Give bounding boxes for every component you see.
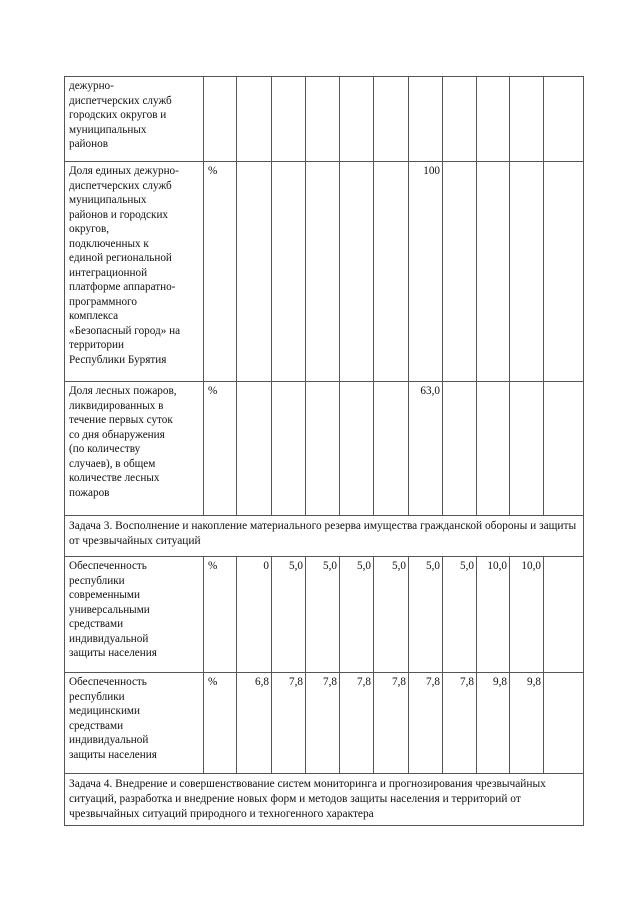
table-row [65,557,584,673]
value-cell [237,77,272,162]
value-cell: 7,8 [340,673,374,774]
task-row [65,516,584,557]
value-cell: 7,8 [443,673,477,774]
value-cell: 6,8 [237,673,272,774]
table-row [65,382,584,516]
value-cell: 5,0 [409,557,443,673]
indicator-name: Доля единых дежурно- диспетчерских служб муниципальных районов и городских округов, подключенных к единой региональной интеграционной платформе аппаратно- программного комплекса «Безопасный город» на территории Республики Бурятия [69,165,181,366]
value-cell: 63,0 [409,382,443,516]
value-cell [272,77,306,162]
indicator-name-cell [65,162,204,382]
value-cell [237,162,272,382]
indicator-name-cell [65,77,204,162]
value-cell: 7,8 [306,673,340,774]
value-cell [306,162,340,382]
value-cell: 7,8 [272,673,306,774]
value-cell [374,162,409,382]
value-cell [544,162,584,382]
value-cell [443,382,477,516]
indicators-table [64,76,584,826]
value-cell: 9,8 [477,673,510,774]
value-cell [340,77,374,162]
task-row [65,774,584,826]
value-cell [306,77,340,162]
value-cell [510,77,544,162]
value-cell [477,382,510,516]
table-row [65,77,584,162]
task-heading: Задача 3. Восполнение и накопление материального резерва имущества гражданской обороны и защиты от чрезвычайных ситуаций [65,516,584,557]
value-cell: 10,0 [510,557,544,673]
indicator-name-cell [65,557,204,673]
value-cell [510,382,544,516]
value-cell: 9,8 [510,673,544,774]
value-cell [306,382,340,516]
value-cell: 7,8 [374,673,409,774]
indicator-name-cell [65,382,204,516]
value-cell: 5,0 [340,557,374,673]
value-cell: 5,0 [272,557,306,673]
task-heading: Задача 4. Внедрение и совершенствование систем мониторинга и прогнозирования чрезвычайных ситуаций, разработка и внедрение новых форм и методов защиты населения и территорий от чрезвычайных ситуаций природного и техногенного характера [65,774,584,826]
value-cell [272,382,306,516]
value-cell: 0 [237,557,272,673]
value-cell [374,382,409,516]
value-cell [544,77,584,162]
indicator-name: дежурно- диспетчерских служб городских округов и муниципальных районов [69,80,172,150]
value-cell [409,77,443,162]
value-cell: 7,8 [409,673,443,774]
value-cell [544,382,584,516]
value-cell: 100 [409,162,443,382]
value-cell [340,162,374,382]
indicator-name: Обеспеченность республики современными универсальными средствами индивидуальной защиты населения [69,560,157,659]
value-cell: 5,0 [306,557,340,673]
value-cell [443,162,477,382]
value-cell [272,162,306,382]
unit-cell: % [204,673,237,774]
table-row [65,673,584,774]
value-cell [510,162,544,382]
unit-cell: % [204,382,237,516]
unit-cell: % [204,162,237,382]
value-cell [544,673,584,774]
table-row [65,162,584,382]
value-cell [544,557,584,673]
value-cell: 5,0 [374,557,409,673]
table-body [65,77,584,826]
value-cell: 10,0 [477,557,510,673]
value-cell [477,162,510,382]
unit-cell [204,77,237,162]
value-cell: 5,0 [443,557,477,673]
indicator-name: Обеспеченность республики медицинскими средствами индивидуальной защиты населения [69,676,157,761]
value-cell [443,77,477,162]
indicator-name: Доля лесных пожаров, ликвидированных в течение первых суток со дня обнаружения (по количеству случаев), в общем количестве лесных пожаров [69,385,177,499]
value-cell [477,77,510,162]
value-cell [237,382,272,516]
unit-cell: % [204,557,237,673]
indicator-name-cell [65,673,204,774]
value-cell [340,382,374,516]
value-cell [374,77,409,162]
